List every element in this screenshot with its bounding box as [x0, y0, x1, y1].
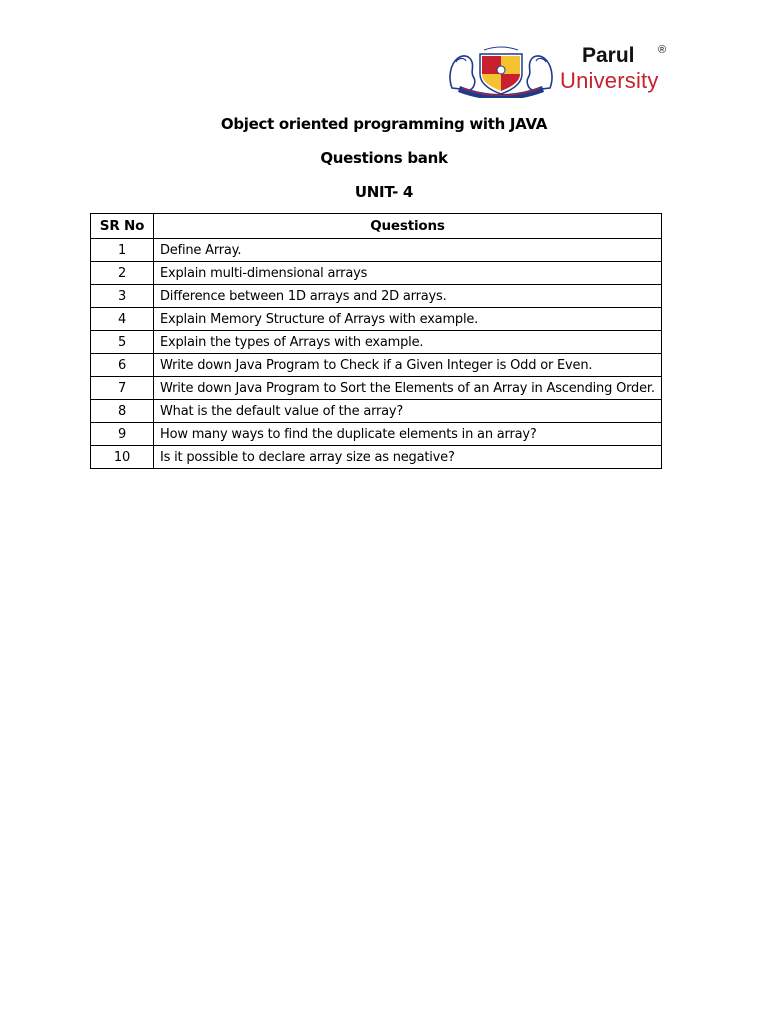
table-row [91, 331, 662, 354]
university-logo [444, 42, 684, 100]
row-sr-number: 6 [91, 354, 154, 377]
table-row [91, 285, 662, 308]
row-sr-number: 7 [91, 377, 154, 400]
table-row [91, 262, 662, 285]
row-sr-number: 4 [91, 308, 154, 331]
row-question: How many ways to find the duplicate elements in an array? [154, 423, 662, 446]
column-header-questions: Questions [154, 214, 662, 239]
column-header-sr-no: SR No [91, 214, 154, 239]
table-row [91, 446, 662, 469]
row-question: Is it possible to declare array size as negative? [154, 446, 662, 469]
row-question: What is the default value of the array? [154, 400, 662, 423]
row-sr-number: 5 [91, 331, 154, 354]
university-crest-icon [444, 42, 558, 98]
row-sr-number: 9 [91, 423, 154, 446]
row-question: Write down Java Program to Sort the Elements of an Array in Ascending Order. [154, 377, 662, 400]
table-header-row [91, 214, 662, 239]
brand-subtitle: University [560, 68, 659, 93]
row-question: Difference between 1D arrays and 2D arrays. [154, 285, 662, 308]
row-sr-number: 2 [91, 262, 154, 285]
row-question: Write down Java Program to Check if a Given Integer is Odd or Even. [154, 354, 662, 377]
row-sr-number: 1 [91, 239, 154, 262]
row-question: Define Array. [154, 239, 662, 262]
table-row [91, 377, 662, 400]
row-sr-number: 10 [91, 446, 154, 469]
document-title: Object oriented programming with JAVA [220, 115, 548, 133]
row-question: Explain Memory Structure of Arrays with example. [154, 308, 662, 331]
table-row [91, 354, 662, 377]
table-row [91, 239, 662, 262]
questions-table [90, 213, 662, 469]
row-question: Explain the types of Arrays with example. [154, 331, 662, 354]
row-sr-number: 3 [91, 285, 154, 308]
table-row [91, 400, 662, 423]
table-row [91, 308, 662, 331]
table-row [91, 423, 662, 446]
row-sr-number: 8 [91, 400, 154, 423]
document-subtitle: Questions bank [320, 149, 448, 167]
brand-name: Parul [582, 44, 635, 67]
registered-mark: ® [658, 44, 667, 56]
unit-heading: UNIT- 4 [354, 183, 414, 201]
row-question: Explain multi-dimensional arrays [154, 262, 662, 285]
